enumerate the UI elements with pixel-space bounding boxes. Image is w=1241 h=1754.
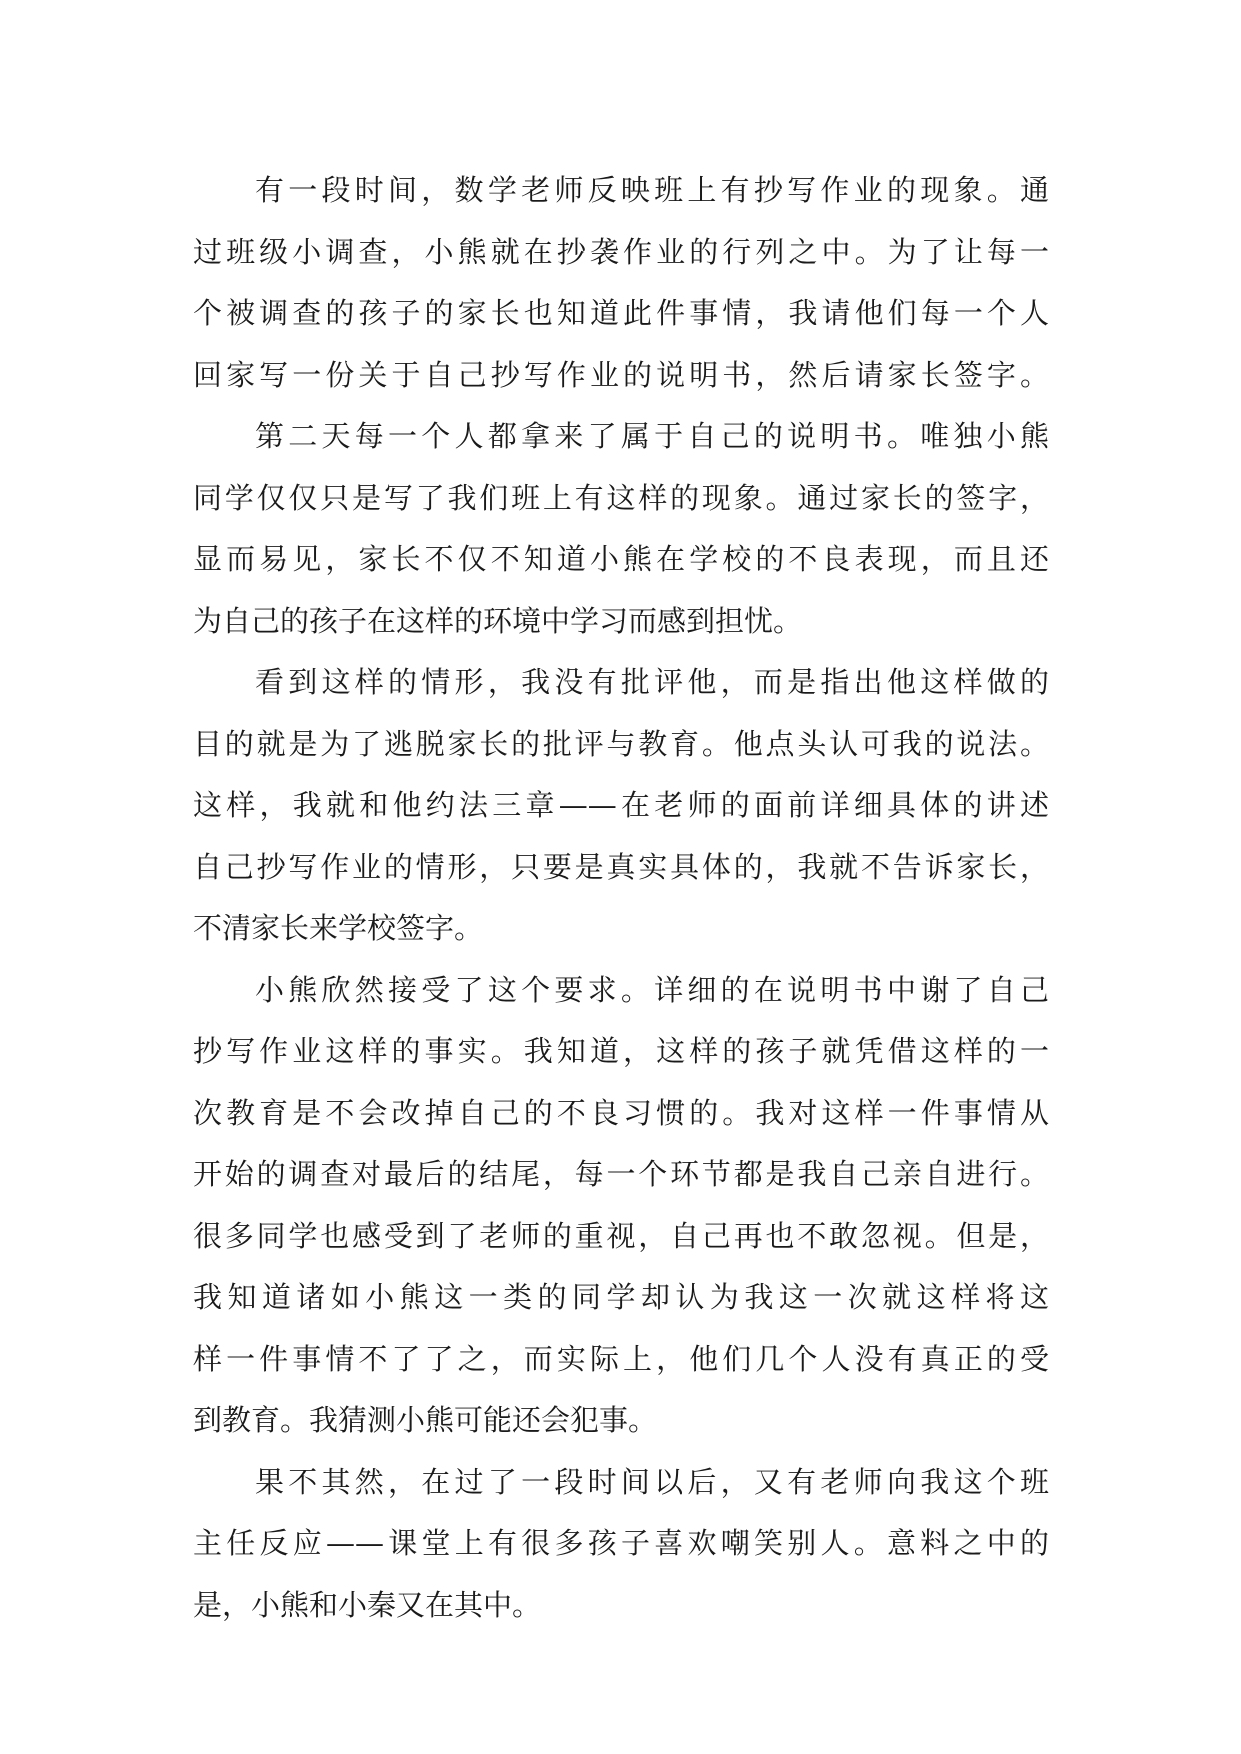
- text-line: 这样，我就和他约法三章——在老师的面前详细具体的讲述: [193, 788, 1049, 822]
- text-line: 果不其然，在过了一段时间以后，又有老师向我这个班: [255, 1464, 1049, 1499]
- text-line: 个被调查的孩子的家长也知道此件事情，我请他们每一个人: [193, 296, 1049, 330]
- text-line: 我知道诸如小熊这一类的同学却认为我这一次就这样将这: [193, 1280, 1049, 1314]
- text-line: 为自己的孩子在这样的环境中学习而感到担忧。: [193, 603, 803, 638]
- text-line: 是，小熊和小秦又在其中。: [193, 1587, 542, 1622]
- text-line: 抄写作业这样的事实。我知道，这样的孩子就凭借这样的一: [193, 1034, 1049, 1068]
- text-line: 第二天每一个人都拿来了属于自己的说明书。唯独小熊: [255, 419, 1049, 453]
- text-line: 次教育是不会改掉自己的不良习惯的。我对这样一件事情从: [193, 1095, 1049, 1130]
- paragraph-2: [193, 406, 1049, 652]
- text-line: 主任反应——课堂上有很多孩子喜欢嘲笑别人。意料之中的: [193, 1526, 1049, 1560]
- paragraph-1: [193, 160, 1049, 406]
- text-line: 过班级小调查，小熊就在抄袭作业的行列之中。为了让每一: [193, 234, 1049, 269]
- document-body: [193, 160, 1049, 1636]
- text-line: 有一段时间，数学老师反映班上有抄写作业的现象。通: [255, 173, 1049, 207]
- paragraph-5: [193, 1452, 1049, 1637]
- text-line: 小熊欣然接受了这个要求。详细的在说明书中谢了自己: [255, 972, 1049, 1007]
- text-line: 不清家长来学校签字。: [193, 911, 484, 945]
- paragraph-3: [193, 652, 1049, 960]
- text-line: 样一件事情不了了之，而实际上，他们几个人没有真正的受: [193, 1341, 1049, 1376]
- text-line: 回家写一份关于自己抄写作业的说明书，然后请家长签字。: [193, 357, 1049, 392]
- text-line: 看到这样的情形，我没有批评他，而是指出他这样做的: [255, 665, 1049, 699]
- text-line: 开始的调查对最后的结尾，每一个环节都是我自己亲自进行。: [193, 1157, 1049, 1191]
- text-line: 很多同学也感受到了老师的重视，自己再也不敢忽视。但是，: [193, 1218, 1049, 1253]
- text-line: 目的就是为了逃脱家长的批评与教育。他点头认可我的说法。: [193, 726, 1049, 761]
- paragraph-4: [193, 960, 1049, 1452]
- text-line: 自己抄写作业的情形，只要是真实具体的，我就不告诉家长，: [193, 849, 1049, 884]
- text-line: 同学仅仅只是写了我们班上有这样的现象。通过家长的签字，: [193, 480, 1049, 515]
- text-line: 到教育。我猜测小熊可能还会犯事。: [193, 1403, 658, 1437]
- text-line: 显而易见，家长不仅不知道小熊在学校的不良表现，而且还: [193, 542, 1049, 576]
